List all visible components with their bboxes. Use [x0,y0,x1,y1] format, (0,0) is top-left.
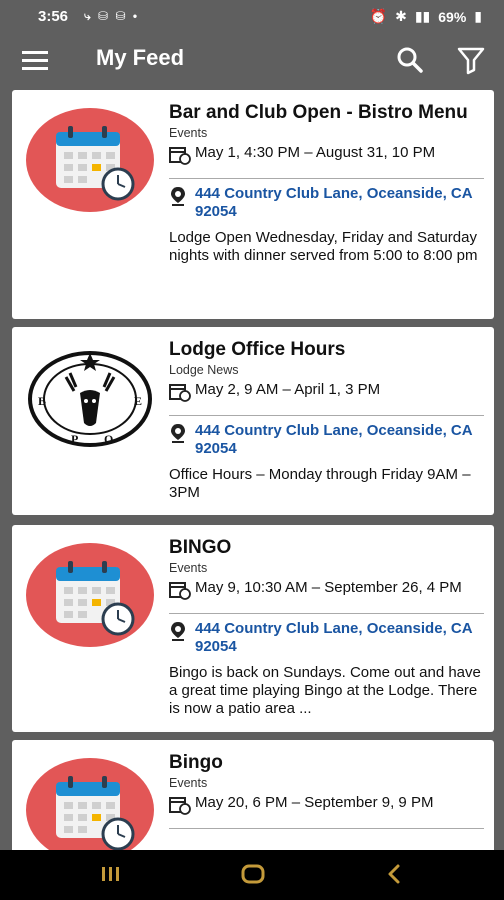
divider [169,415,484,416]
divider [169,178,484,179]
card-dates: May 9, 10:30 AM – September 26, 4 PM [195,579,462,596]
feed-card[interactable] [12,90,494,319]
card-dates: May 1, 4:30 PM – August 31, 10 PM [195,144,436,161]
hamburger-menu-icon[interactable] [22,48,52,72]
system-icons [370,8,482,25]
bluetooth-icon: ✱ [395,8,407,24]
page-title: My Feed [96,45,185,70]
card-dates: May 2, 9 AM – April 1, 3 PM [195,381,381,398]
svg-text:O: O [104,432,114,446]
app-bar [0,34,504,86]
calendar-icon [26,756,154,850]
status-bar [0,0,504,34]
card-description: Office Hours – Monday through Friday 9AM – 3PM [169,466,471,501]
card-category: Events [169,561,208,575]
system-nav-bar [0,850,504,900]
feed-card[interactable] [12,327,494,515]
card-category: Lodge News [169,363,239,377]
location-pin-icon [169,185,195,211]
card-category: Events [169,126,208,140]
feed-card[interactable] [12,525,494,732]
svg-text:P: P [71,432,79,446]
calendar-icon [26,106,154,214]
divider [169,613,484,614]
card-description: Bingo is back on Sundays. Come out and have a great time playing Bingo at the Lodge. There is now a patio area ... [169,664,481,717]
battery-percent: 69% [438,8,467,25]
home-button[interactable] [240,863,266,890]
status-time: 3:56 [38,8,69,25]
feed-card[interactable] [12,740,494,850]
calendar-clock-icon [169,144,195,170]
card-title: Bingo [169,752,223,773]
divider [169,828,484,829]
signal-icon: ▮▮ [414,8,431,24]
bpoe-elk-logo [26,347,154,455]
card-dates: May 20, 6 PM – September 9, 9 PM [195,794,434,811]
card-location-link[interactable]: 444 Country Club Lane, Oceanside, CA 92054 [195,422,473,457]
filter-icon[interactable] [456,45,486,80]
card-location-link[interactable]: 444 Country Club Lane, Oceanside, CA 92054 [195,620,473,655]
card-description: Lodge Open Wednesday, Friday and Saturday nights with dinner served from 5:00 to 8:00 pm [169,229,478,264]
calendar-clock-icon [169,381,195,407]
recent-apps-button[interactable] [100,863,122,890]
calendar-clock-icon [169,579,195,605]
location-pin-icon [169,620,195,646]
card-title: Lodge Office Hours [169,339,346,360]
alarm-icon: ⏰ [369,8,388,24]
card-title: BINGO [169,537,232,558]
feed-list[interactable] [0,86,504,850]
svg-text:E: E [134,394,143,408]
card-location-link[interactable]: 444 Country Club Lane, Oceanside, CA 92054 [195,185,473,220]
calendar-icon [26,541,154,649]
svg-text:B: B [38,394,47,408]
back-button[interactable] [384,863,404,890]
card-category: Events [169,776,208,790]
location-pin-icon [169,422,195,448]
card-title: Bar and Club Open - Bistro Menu [169,102,468,123]
notification-icons: ⤷ ⛁ ⛁ • [84,9,140,23]
calendar-clock-icon [169,794,195,820]
battery-icon: ▮ [474,8,482,24]
search-icon[interactable] [396,46,424,79]
